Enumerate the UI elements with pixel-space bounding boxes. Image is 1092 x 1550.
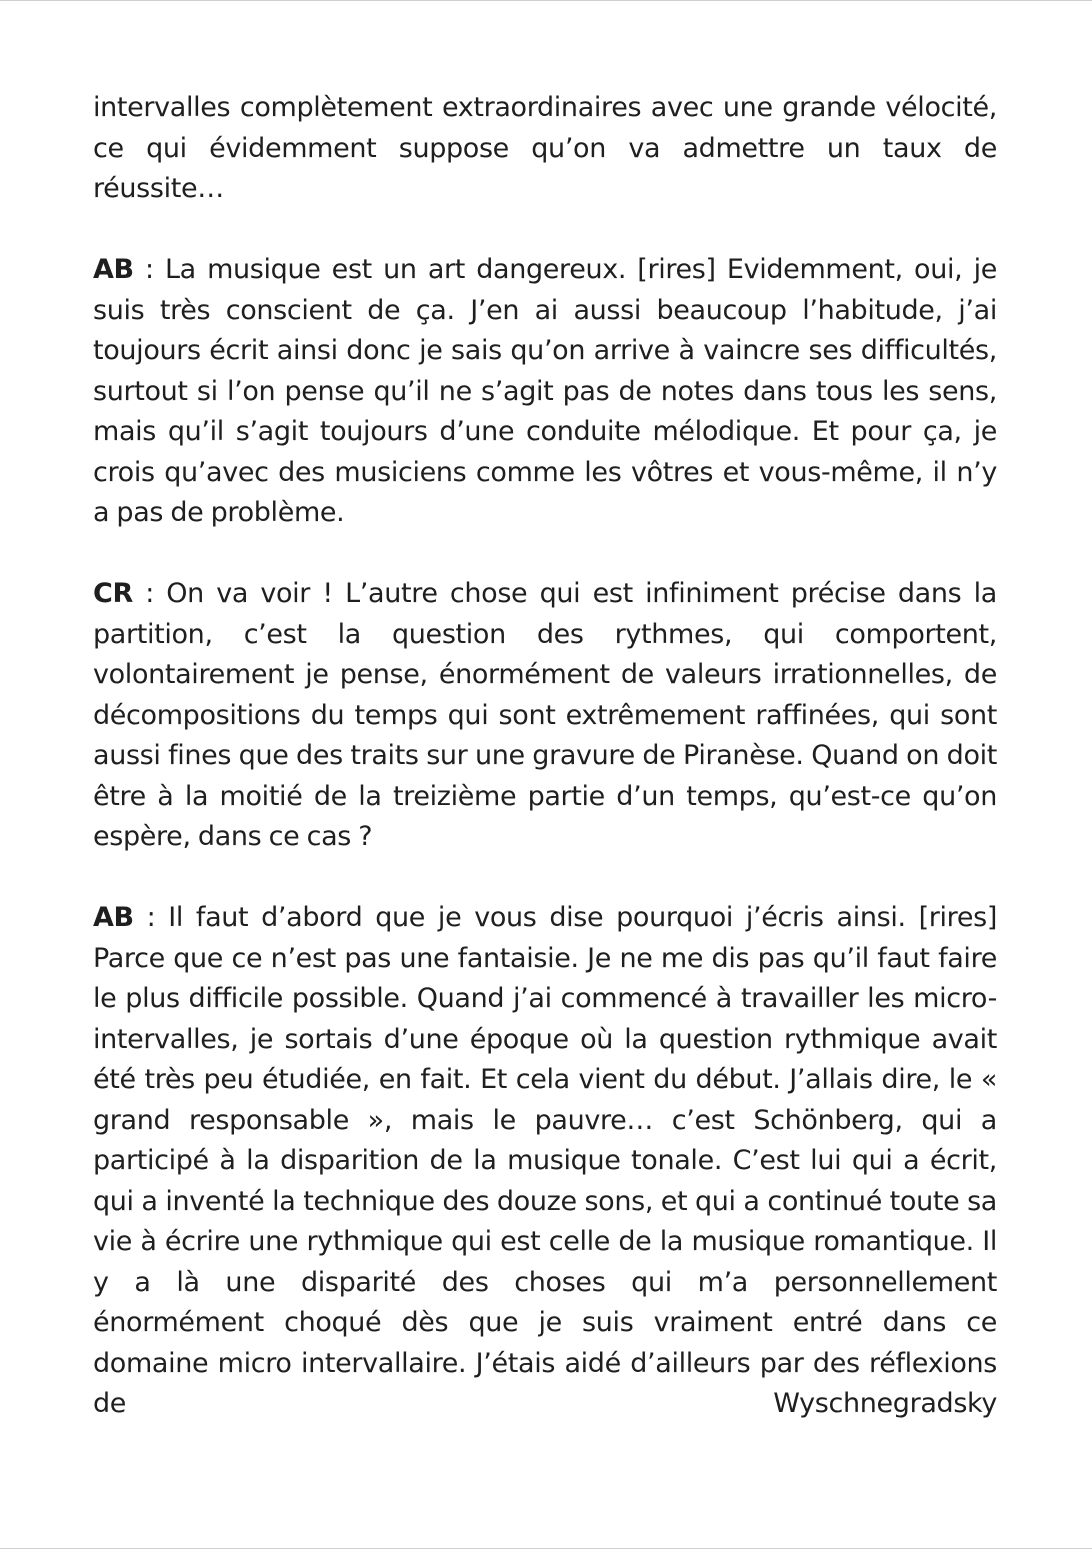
page-bottom-edge [0,1548,1092,1549]
paragraph-ab-2 [93,898,997,1425]
paragraph-continuation [93,88,997,210]
paragraph-cr-1 [93,574,997,858]
speaker-label: CR [93,578,133,609]
page-top-edge [0,0,1092,1]
speaker-separator: : [133,902,169,933]
speaker-label: AB [93,902,134,933]
paragraph-text: Il faut d’abord que je vous dise pourquoi j’écris ainsi. [rires] Parce que ce n’est pas une fantaisie. Je ne me dis pas qu’il faut faire le plus difficile possible. Quand j’ai commencé à travailler les micro-intervalles, je sortais d’une époque où la question rythmique avait été très peu étudiée, en fait. Et cela vient du début. J’allais dire, le « grand responsable », mais le pauvre… c’est Schönberg, qui a participé à la disparition de la musique tonale. C’est lui qui a écrit, qui a inventé la technique des douze sons, et qui a continué toute sa vie à écrire une rythmique qui est celle de la musique romantique. Il y a là une disparité des choses qui m’a personnellement énormément choqué dès que je suis vraiment entré dans ce domaine micro intervallaire. J’étais aidé d’ailleurs par des réflexions de Wyschnegradsky [93,902,998,1419]
speaker-separator: : [133,254,165,285]
interview-text [93,88,997,1465]
paragraph-text: intervalles complètement extraordinaires avec une grande vélocité, ce qui évidemment suppose qu’on va admettre un taux de réussite… [93,92,997,204]
paragraph-text: On va voir ! L’autre chose qui est infiniment précise dans la partition, c’est la question des rythmes, qui comportent, volontairement je pense, énormément de valeurs irrationnelles, de décompositions du temps qui sont extrêmement raffinées, qui sont aussi fines que des traits sur une gravure de Piranèse. Quand on doit être à la moitié de la treizième partie d’un temps, qu’est-ce qu’on espère, dans ce cas ? [93,578,997,852]
speaker-separator: : [132,578,167,609]
paragraph-text: La musique est un art dangereux. [rires] Evidemment, oui, je suis très conscient de ça. J’en ai aussi beaucoup l’habitude, j’ai toujours écrit ainsi donc je sais qu’on arrive à vaincre ses difficultés, surtout si l’on pense qu’il ne s’agit pas de notes dans tous les sens, mais qu’il s’agit toujours d’une conduite mélodique. Et pour ça, je crois qu’avec des musiciens comme les vôtres et vous-même, il n’y a pas de problème. [93,254,997,528]
paragraph-ab-1 [93,250,997,534]
speaker-label: AB [93,254,134,285]
